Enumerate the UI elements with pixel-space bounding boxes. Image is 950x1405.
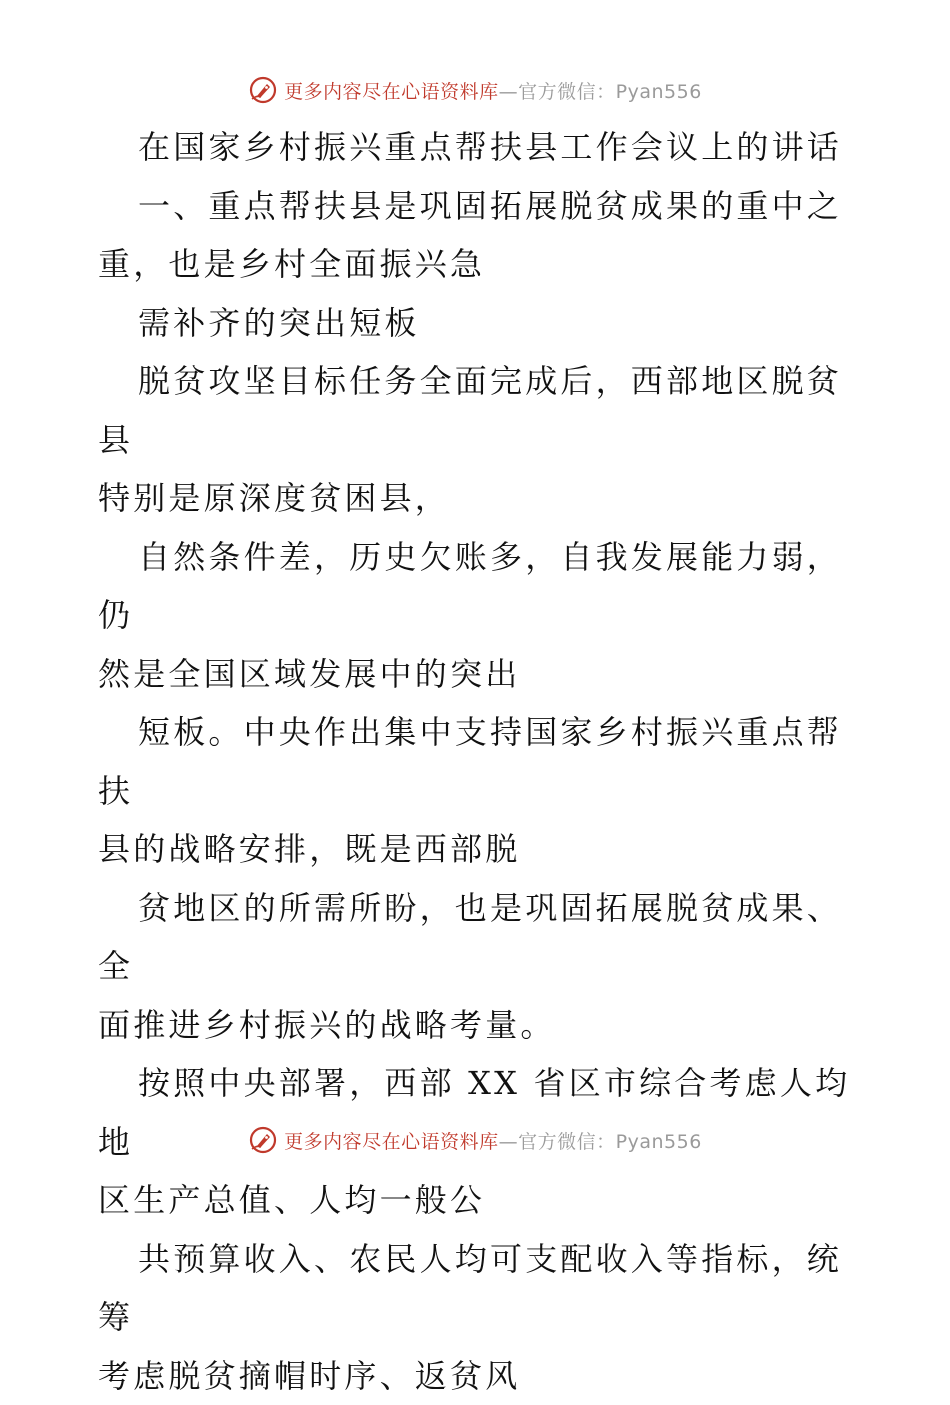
text-line: 然是全国区域发展中的突出 <box>98 645 858 704</box>
text-line: 脱贫攻坚目标任务全面完成后，西部地区脱贫县 <box>98 352 858 469</box>
text-line: 按照中央部署，西部 XX 省区市综合考虑人均地 <box>98 1054 858 1171</box>
paragraph-section-heading <box>98 177 858 294</box>
footer-banner <box>0 1120 950 1160</box>
paragraph-title <box>98 118 858 177</box>
text-line: 面推进乡村振兴的战略考量。 <box>98 996 858 1055</box>
pen-nib-circle-icon <box>248 1125 278 1155</box>
paragraph <box>98 352 858 528</box>
text-line: 重，也是乡村全面振兴急 <box>98 235 858 294</box>
paragraph <box>98 1230 858 1405</box>
text-line: 贫地区的所需所盼，也是巩固拓展脱贫成果、全 <box>98 879 858 996</box>
text-line: 特别是原深度贫困县， <box>98 469 858 528</box>
footer-wechat-id: —官方微信：Pyan556 <box>499 1127 702 1154</box>
header-wechat-id: —官方微信：Pyan556 <box>499 77 702 104</box>
text-line: 区生产总值、人均一般公 <box>98 1171 858 1230</box>
text-line: 县的战略安排，既是西部脱 <box>98 820 858 879</box>
text-line: 需补齐的突出短板 <box>98 294 858 353</box>
header-banner <box>0 70 950 110</box>
text-line: 共预算收入、农民人均可支配收入等指标，统筹 <box>98 1230 858 1347</box>
text-line: 自然条件差，历史欠账多，自我发展能力弱，仍 <box>98 528 858 645</box>
footer-site-name: 更多内容尽在心语资料库 <box>284 1127 499 1154</box>
header-site-name: 更多内容尽在心语资料库 <box>284 77 499 104</box>
text-line: 在国家乡村振兴重点帮扶县工作会议上的讲话 <box>98 118 858 177</box>
paragraph <box>98 879 858 1055</box>
text-line: 考虑脱贫摘帽时序、返贫风 <box>98 1347 858 1405</box>
pen-nib-circle-icon <box>248 75 278 105</box>
paragraph <box>98 703 858 879</box>
text-line: 短板。中央作出集中支持国家乡村振兴重点帮扶 <box>98 703 858 820</box>
document-body <box>98 118 858 1405</box>
text-line: 一、重点帮扶县是巩固拓展脱贫成果的重中之 <box>98 177 858 236</box>
paragraph <box>98 294 858 353</box>
paragraph <box>98 528 858 704</box>
